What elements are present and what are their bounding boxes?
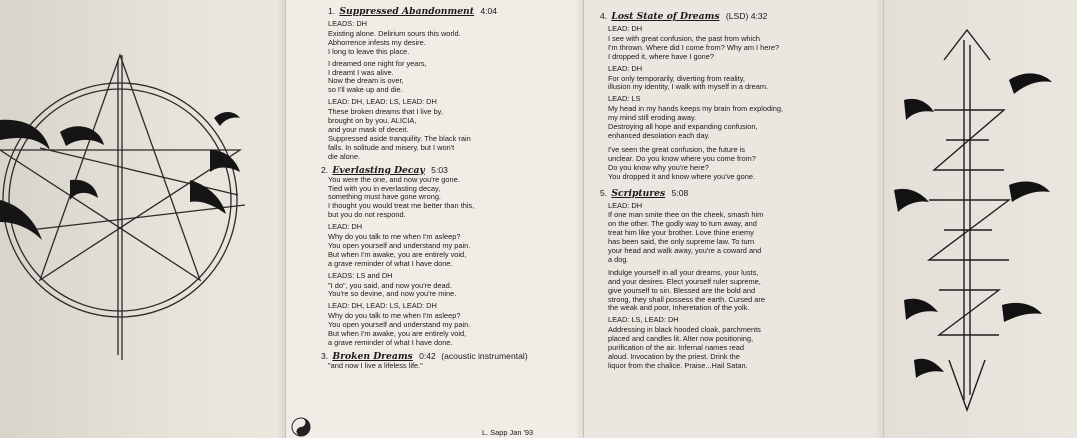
song-title: Scriptures [611, 187, 666, 199]
lyric-line: give yourself to sin. Blessed are the bold and [608, 285, 756, 295]
lyric-line: strong, they shall possess the earth. Cursed are [608, 294, 765, 304]
lyric-line: 0:42 [419, 350, 436, 361]
lyric-line: You dropped it and know where you've gone. [608, 171, 756, 181]
lyric-line: I dreamt I was alive. [328, 67, 394, 77]
lyric-line: 5:08 [671, 187, 689, 198]
lyric-line: so I'll wake up and die. [328, 85, 403, 95]
lyric-line: and your mask of deceit. [328, 124, 409, 134]
lyric-line: But when I'm awake, you are entirely void, [328, 249, 467, 259]
lyric-line: die alone. [328, 151, 361, 161]
lyric-verse [328, 233, 578, 269]
lead-credit: LEAD: DH [328, 222, 363, 232]
lyric-line: 1. [328, 6, 336, 16]
lyric-line: your head and walk away, you're a coward and [608, 246, 762, 256]
lyric-line: For only temporarily, diverting from reality, [608, 73, 745, 83]
lyric-verse [608, 35, 878, 62]
lyric-verse [328, 30, 578, 95]
lyric-verse [328, 176, 578, 221]
lyric-line: My head in my hands keeps my brain from exploding, [608, 104, 783, 114]
lyric-line: the weak and poor, Inheretation of the yolk. [608, 303, 750, 313]
lyric-line: something must have gone wrong. [328, 192, 441, 202]
lyric-line: I'm thrown. Where did I come from? Why am I here? [608, 42, 780, 52]
lead-credit: LEAD: DH, LEAD: LS, LEAD: DH [328, 301, 437, 311]
lyric-verse [608, 146, 878, 182]
lyric-line: I dreamed one night for years, [328, 58, 427, 68]
lyric-line: "and now I live a lifeless life." [328, 360, 423, 370]
lyric-line: You open yourself and understand my pain. [328, 240, 471, 250]
lyric-line: Why do you talk to me when I'm asleep? [328, 311, 461, 321]
lead-credit: LEADS: LS and DH [328, 270, 393, 280]
lyric-line: These broken dreams that I live by, [328, 107, 443, 117]
yin-yang-icon [290, 416, 312, 438]
lyric-line: Abhorrence infests my desire. [328, 37, 426, 47]
lyric-verse [608, 105, 878, 141]
lyric-line: "I do", you said, and now you're dead. [328, 280, 452, 290]
lyric-line: You were the one, and now you're gone. [328, 174, 460, 184]
lead-credit: LEAD: DH [608, 200, 643, 210]
lyric-verse [608, 211, 878, 264]
lyric-line: unclear. Do you know where you come from? [608, 153, 756, 163]
lyric-line: my mind still eroding away. [608, 113, 697, 123]
astaroth-logo [884, 0, 1077, 438]
song-title: Broken Dreams [332, 350, 413, 362]
lead-credit: LEAD: DH [608, 63, 643, 73]
lyric-verse [328, 108, 578, 161]
song-heading [600, 11, 878, 22]
lyric-line: Suppressed aside tranquility. The black rain [328, 133, 471, 143]
lyric-line: I've seen the great confusion, the future is [608, 144, 745, 154]
right-logo-panel [883, 0, 1077, 438]
lyric-line: has been said, the only supreme law. To turn [608, 237, 755, 247]
lyric-verse [328, 362, 578, 371]
lyric-line: You're so devine, and now you're mine. [328, 289, 457, 299]
lyric-verse [608, 75, 878, 93]
lyric-line: Why do you talk to me when I'm asleep? [328, 232, 461, 242]
lyric-line: Tied with you in everlasting decay, [328, 183, 441, 193]
song-title: Lost State of Dreams [611, 11, 720, 22]
lyric-line: I dropped it, where have I gone? [608, 51, 715, 61]
pentagram-circle-emblem [0, 0, 285, 438]
lyric-line: falls. In solitude and misery, but I won't [328, 142, 455, 152]
lyric-line: I long to leave this place. [328, 46, 410, 56]
song-heading [600, 188, 878, 199]
lead-credit: LEAD: LS, LEAD: DH [608, 315, 679, 325]
lyric-line: 3. [321, 350, 329, 361]
lyric-line: I see with great confusion, the past from which [608, 33, 760, 43]
lyric-line: but you do not respond. [328, 210, 406, 220]
lyric-line: aloud. Invocation by the priest. Drink the [608, 352, 740, 361]
lyric-verse [328, 282, 578, 300]
lyrics-panel-2 [583, 0, 883, 438]
lyric-line: Addressing in black hooded cloak, parchments [608, 325, 761, 335]
song-title: Suppressed Abandonment [339, 6, 474, 17]
lyric-line: I thought you would treat me better than this, [328, 201, 475, 211]
lyric-verse [328, 312, 578, 348]
left-emblem-panel [0, 0, 285, 438]
lyric-line: 5. [600, 187, 608, 198]
lyric-line: a grave reminder of what I have done. [328, 338, 453, 347]
lyric-line: on the other. The godly way to turn away, and [608, 219, 757, 229]
song-heading [328, 6, 578, 17]
lyric-line: brought on by you, ALICIA, [328, 116, 417, 126]
lyric-line: placed and candles lit. Alter now positioning, [608, 334, 754, 344]
lyric-line: But when I'm awake, you are entirely void, [328, 329, 467, 339]
lead-credit: LEAD: DH [608, 24, 643, 33]
lyric-line: purification of the air. Infernal names read [608, 343, 744, 353]
lyric-line: Now the dream is over, [328, 76, 404, 86]
lyric-line: and your desires. Elect yourself ruler supreme, [608, 276, 761, 286]
lead-credit: LEAD: DH, LEAD: LS, LEAD: DH [328, 97, 437, 107]
lyric-line: You open yourself and understand my pain. [328, 320, 471, 330]
lyric-line: treat him like your brother. Love thine enemy [608, 228, 754, 238]
lyric-line: Destroying all hope and expanding confusion, [608, 122, 758, 132]
song-title: Everlasting Decay [332, 164, 425, 176]
lyric-line: (acoustic instrumental) [441, 350, 528, 361]
lyric-line: 4:04 [480, 6, 498, 16]
lyric-line: illusion my identity, I walk with myself in a dream. [608, 82, 769, 92]
lyric-line: enhanced desolation each day. [608, 130, 710, 140]
lyric-line: 5:03 [431, 164, 448, 175]
lyric-line: If one man smite thee on the cheek, smash him [608, 210, 764, 220]
lyric-line: Existing alone. Delirium sours this world. [328, 28, 461, 38]
lyric-line: 2. [321, 164, 329, 175]
lyric-verse [608, 269, 878, 314]
lyric-line: a grave reminder of what I have done. [328, 258, 453, 268]
lyric-line: 4. [600, 11, 608, 21]
lyric-verse [608, 326, 878, 371]
lead-credit: LEADS: DH [328, 19, 368, 28]
lyric-line: Do you know why you're here? [608, 162, 709, 172]
signature: L. Sapp Jan '93 [482, 428, 534, 437]
lead-credit: LEAD: LS [608, 94, 641, 104]
lyrics-panel-1 [285, 0, 583, 438]
lyric-line: Indulge yourself in all your dreams, your lusts, [608, 267, 759, 277]
song-heading [321, 165, 578, 176]
lyric-line: liquor from the chalice. Praise...Hail Satan. [608, 360, 748, 370]
lyric-line: a dog. [608, 254, 629, 264]
lyric-line: (LSD) 4:32 [725, 11, 768, 21]
